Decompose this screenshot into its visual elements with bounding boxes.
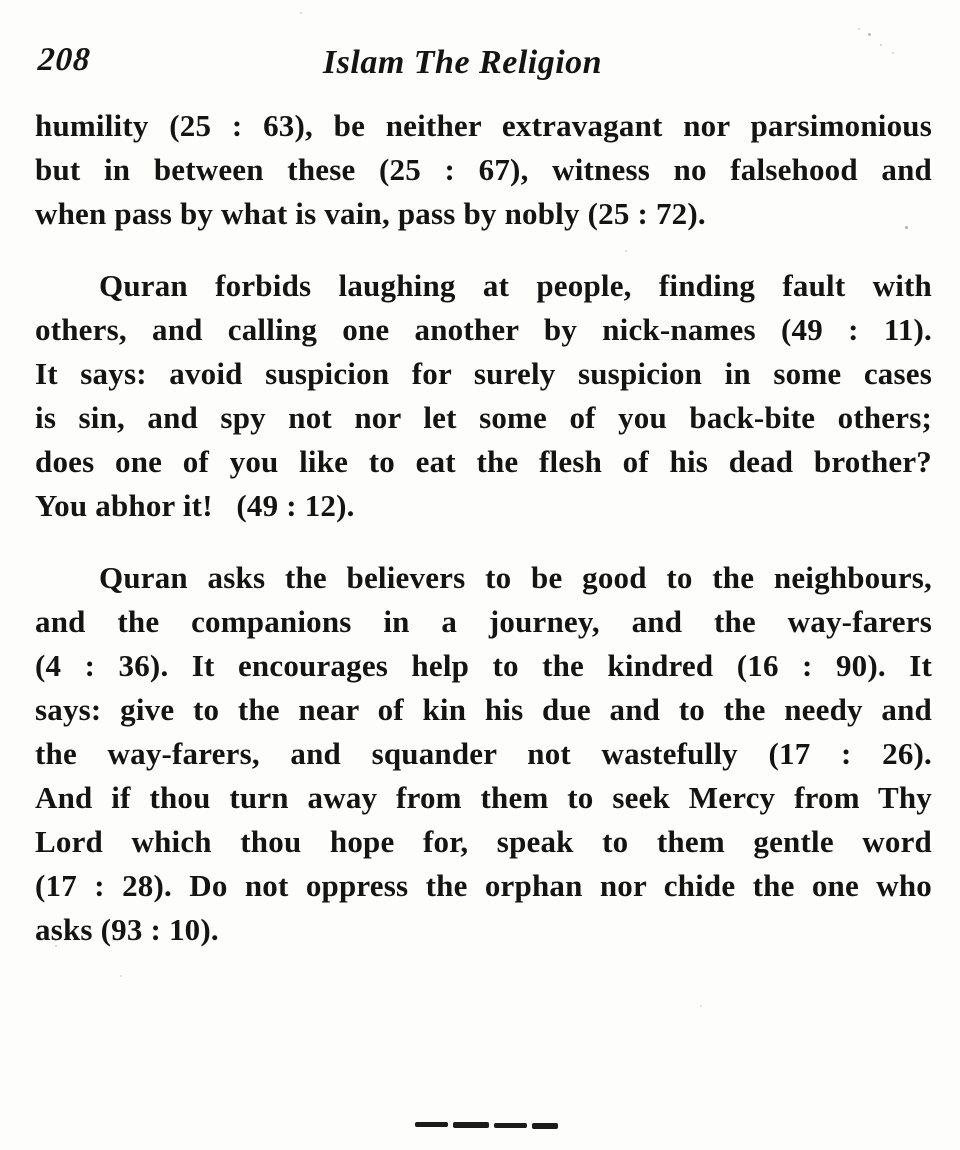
text-line: Quran asks the believers to be good to the neighbours, [99,560,932,595]
text-line: but in between these (25 : 67), witness no falsehood and [35,152,932,187]
text-line: others, and calling one another by nick-names (49 : 11). [35,312,932,347]
paragraph [35,264,932,528]
text-line: You abhor it! (49 : 12). [35,488,355,523]
text-line: It says: avoid suspicion for surely suspicion in some cases [35,356,932,391]
text-line: Lord which thou hope for, speak to them gentle word [35,824,932,859]
text-line: and the companions in a journey, and the way-farers [35,604,932,639]
scan-speck [858,28,860,30]
text-line: when pass by what is vain, pass by nobly (25 : 72). [35,196,706,231]
scan-speck [625,250,627,252]
scan-speck [892,52,894,54]
scan-speck [700,1005,702,1007]
scan-speck [880,44,882,46]
illegible-printer-mark [415,1116,563,1134]
scan-speck [120,975,122,977]
page-header [35,40,930,86]
text-line: the way-farers, and squander not wastefully (17 : 26). [35,736,932,771]
text-line: humility (25 : 63), be neither extravagant nor parsimonious [35,108,932,143]
scan-speck [55,945,57,947]
scan-speck [300,12,302,14]
text-line: Quran forbids laughing at people, finding fault with [99,268,932,303]
text-body [35,104,932,980]
page-number: 208 [36,42,92,78]
text-line: (17 : 28). Do not oppress the orphan nor chide the one who [35,868,932,903]
text-line: And if thou turn away from them to seek Mercy from Thy [35,780,932,815]
scan-speck [868,33,871,36]
running-head-title: Islam The Religion [322,44,603,81]
scan-speck [905,226,908,229]
text-line: asks (93 : 10). [35,912,219,947]
text-line: (4 : 36). It encourages help to the kindred (16 : 90). It [35,648,932,683]
paragraph [35,104,932,236]
text-line: is sin, and spy not nor let some of you back-bite others; [35,400,932,435]
text-line: says: give to the near of kin his due and to the needy and [35,692,932,727]
text-line: does one of you like to eat the flesh of his dead brother? [35,444,932,479]
paragraph [35,556,932,952]
